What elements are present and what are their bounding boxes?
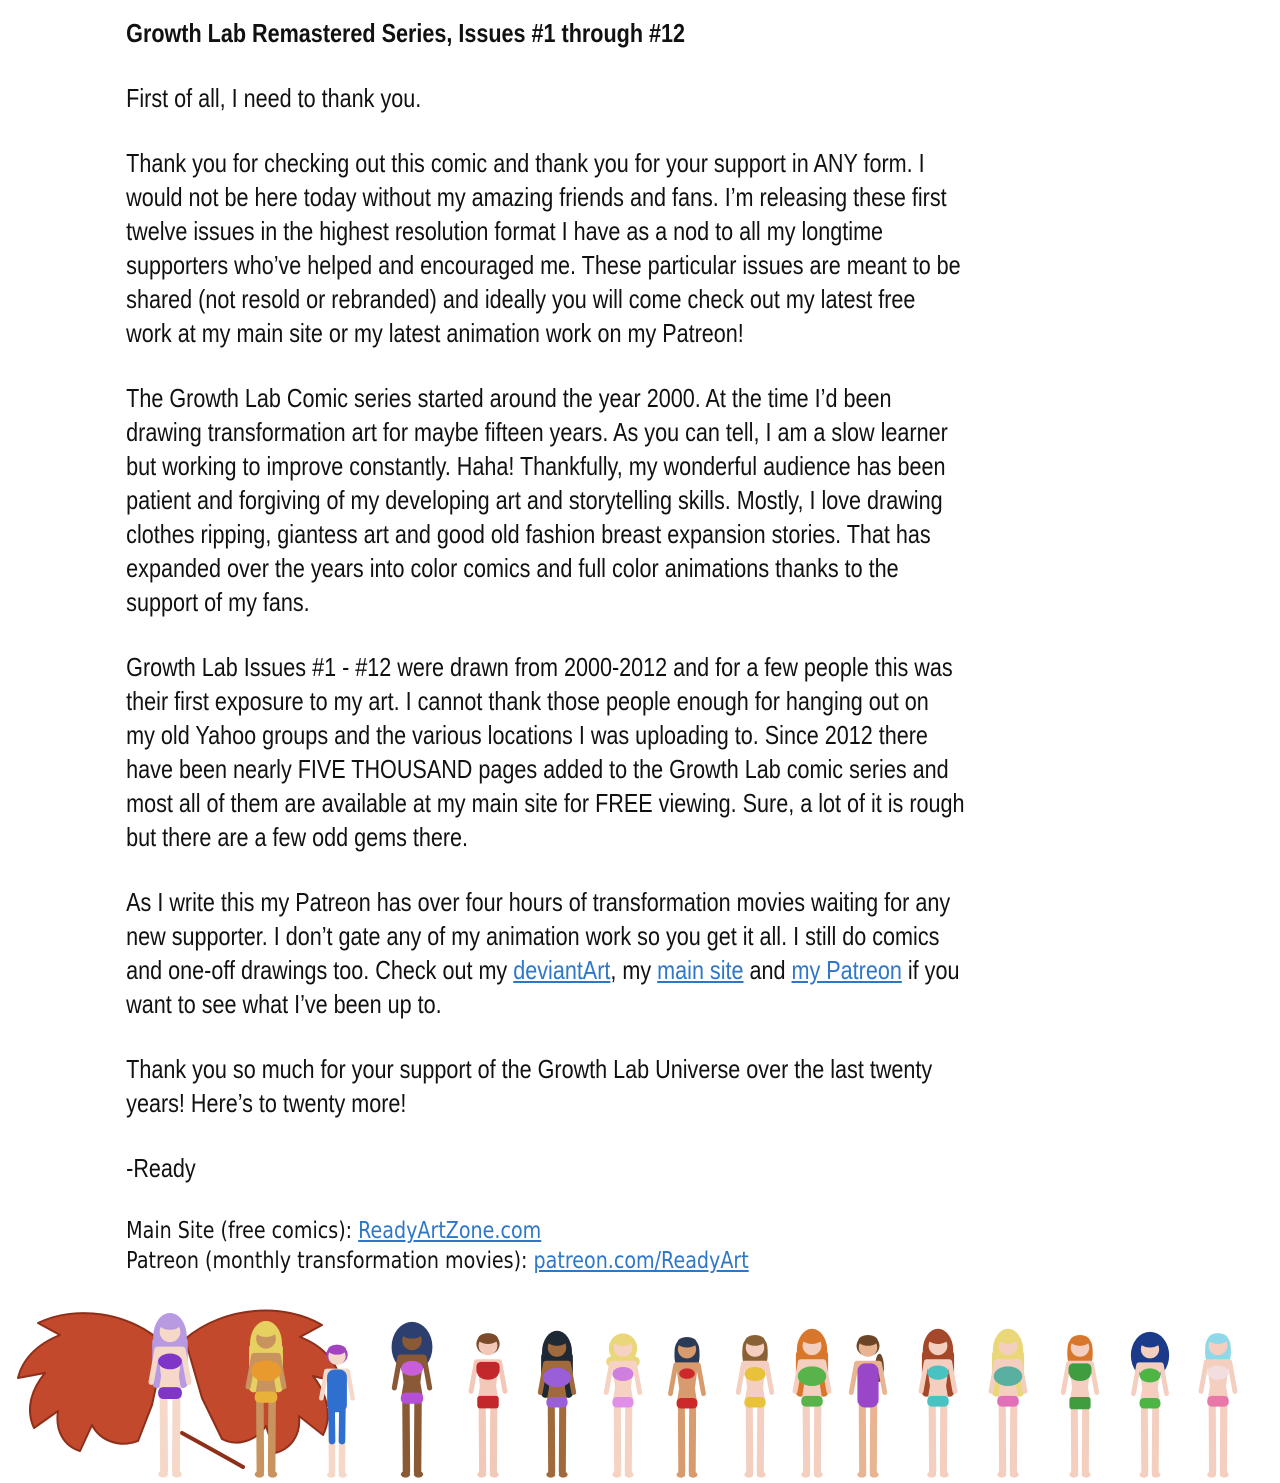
text-segment: The Growth Lab Comic series started around the year 2000. At the time I’d been	[126, 383, 892, 413]
text-segment: shared (not resold or rebranded) and ideally you will come check out my latest free	[126, 284, 916, 314]
text-line	[126, 551, 1105, 585]
text-line	[126, 752, 1105, 786]
text-segment: Thank you for checking out this comic and thank you for your support in ANY form. I	[126, 148, 925, 178]
text-segment: As I write this my Patreon has over four hours of transformation movies waiting for any	[126, 887, 951, 917]
figure-bluehair-green	[1131, 1332, 1169, 1478]
text-segment: want to see what I’ve been up to.	[126, 989, 442, 1019]
text-segment: have been nearly FIVE THOUSAND pages added to the Growth Lab comic series and	[126, 754, 949, 784]
text-line	[126, 1151, 1105, 1185]
figure-aqua-pink	[1201, 1333, 1235, 1477]
figure-blonde-violet	[606, 1333, 640, 1477]
text-line	[126, 987, 1105, 1021]
text-segment: work at my main site or my latest animation work on my Patreon!	[126, 318, 744, 348]
text-line	[126, 146, 1105, 180]
link-main-site[interactable]: main site	[657, 955, 744, 985]
figure-darkskin-purple	[392, 1322, 433, 1478]
text-line	[126, 214, 1105, 248]
text-line	[126, 517, 1105, 551]
paragraph-issues	[126, 650, 1105, 854]
text-segment: but working to improve constantly. Haha! Thankfully, my wonderful audience has been	[126, 451, 946, 481]
text-segment: -Ready	[126, 1153, 196, 1183]
text-segment: their first exposure to my art. I cannot thank those people enough for hanging out on	[126, 686, 929, 716]
text-segment: Growth Lab Remastered Series, Issues #1 through #12	[126, 18, 686, 48]
figure-yellow-bikini	[738, 1335, 772, 1478]
link-deviantart[interactable]: deviantArt	[513, 955, 611, 985]
link-my-patreon[interactable]: my Patreon	[791, 955, 902, 985]
text-segment: new supporter. I don’t gate any of my animation work so you get it all. I still do comics	[126, 921, 940, 951]
text-line	[126, 483, 1105, 517]
text-line	[126, 449, 1105, 483]
paragraph-closing	[126, 1052, 1105, 1120]
text-segment: years! Here’s to twenty more!	[126, 1088, 407, 1118]
text-segment: Growth Lab Issues #1 - #12 were drawn from 2000-2012 and for a few people this was	[126, 652, 953, 682]
text-line	[126, 1246, 1105, 1276]
figure-teal-bikini	[921, 1329, 955, 1478]
figure-winged-demon	[151, 1313, 189, 1478]
text-line	[126, 16, 1105, 50]
paragraph-intro	[126, 81, 1105, 115]
text-line	[126, 282, 1105, 316]
text-line	[126, 885, 1105, 919]
text-line	[126, 381, 1105, 415]
text-line	[126, 248, 1105, 282]
text-line	[126, 316, 1105, 350]
text-line	[126, 684, 1105, 718]
text-segment: expanded over the years into color comics and full color animations thanks to the	[126, 553, 899, 583]
text-line	[126, 718, 1105, 752]
signature	[126, 1151, 1105, 1185]
link-readyartzone[interactable]: ReadyArtZone.com	[358, 1218, 542, 1244]
figure-purple-onepiece	[851, 1335, 885, 1478]
text-line	[126, 820, 1105, 854]
text-line	[126, 1052, 1105, 1086]
text-segment: support of my fans.	[126, 587, 310, 617]
paragraph-history	[126, 381, 1105, 619]
text-segment: supporters who’ve helped and encouraged me. These particular issues are meant to be	[126, 250, 961, 280]
document-title	[126, 16, 1105, 50]
text-line	[126, 953, 1105, 987]
character-lineup-illustration	[0, 1283, 1280, 1483]
text-segment: drawing transformation art for maybe fifteen years. As you can tell, I am a slow learner	[126, 417, 948, 447]
text-line	[126, 81, 1105, 115]
text-segment: if you	[901, 955, 960, 985]
paragraph-patreon	[126, 885, 1105, 1021]
text-segment: and	[743, 955, 792, 985]
figure-blonde-busty	[991, 1329, 1025, 1478]
figure-red-bikini	[670, 1337, 703, 1478]
text-segment: would not be here today without my amazing friends and fans. I’m releasing these first	[126, 182, 947, 212]
document-body	[126, 16, 1105, 1276]
text-segment: First of all, I need to thank you.	[126, 83, 422, 113]
figure-flexing-red	[471, 1333, 505, 1477]
text-segment: clothes ripping, giantess art and good old fashion breast expansion stories. That has	[126, 519, 931, 549]
text-segment: , my	[610, 955, 658, 985]
figure-redhead-green	[795, 1329, 829, 1478]
text-line	[126, 650, 1105, 684]
text-line	[126, 919, 1105, 953]
text-segment: patient and forgiving of my developing art and storytelling skills. Mostly, I love drawing	[126, 485, 943, 515]
figure-darkskin-busty	[540, 1331, 574, 1478]
text-line	[126, 1216, 1105, 1246]
text-segment: most all of them are available at my main site for FREE viewing. Sure, a lot of it is rough	[126, 788, 965, 818]
text-line	[126, 415, 1105, 449]
text-line	[126, 180, 1105, 214]
text-segment: twelve issues in the highest resolution format I have as a nod to all my longtime	[126, 216, 884, 246]
text-segment: Patreon (monthly transformation movies):	[126, 1248, 534, 1274]
footer-links	[126, 1216, 1105, 1276]
link-patreon-url[interactable]: patreon.com/ReadyArt	[533, 1248, 749, 1274]
text-segment: my old Yahoo groups and the various locations I was uploading to. Since 2012 there	[126, 720, 928, 750]
text-line	[126, 786, 1105, 820]
figure-ginger-green	[1063, 1335, 1097, 1478]
paragraph-thank-you	[126, 146, 1105, 350]
text-line	[126, 1086, 1105, 1120]
text-segment: but there are a few odd gems there.	[126, 822, 469, 852]
text-segment: and one-off drawings too. Check out my	[126, 955, 514, 985]
text-segment: Thank you so much for your support of the Growth Lab Universe over the last twenty	[126, 1054, 933, 1084]
text-segment: Main Site (free comics):	[126, 1218, 359, 1244]
text-line	[126, 585, 1105, 619]
